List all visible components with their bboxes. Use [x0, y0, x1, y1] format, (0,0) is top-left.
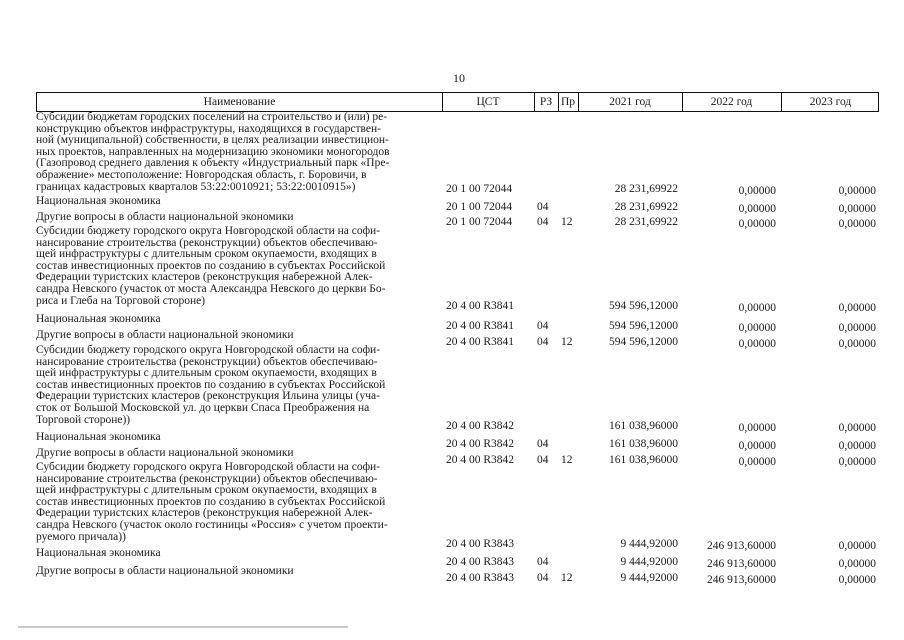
- row-name-line: нансирование строительства (реконструкции) объектов обеспечиваю-: [36, 355, 378, 368]
- row-2021: 28 231,69922: [614, 183, 678, 195]
- header-cst: ЦСТ: [476, 96, 500, 108]
- row-cst: 20 4 00 R3842: [446, 420, 515, 432]
- row-rz: 04: [537, 201, 549, 213]
- header-pr: Пр: [560, 96, 576, 108]
- row-pr: 12: [561, 454, 573, 466]
- row-name-line: Национальная экономика: [36, 547, 161, 559]
- row-cst: 20 4 00 R3841: [446, 320, 515, 332]
- row-name-line: Федерации туристских кластеров (реконструкция Ильина улицы (уча-: [36, 390, 380, 403]
- table-header: [36, 92, 879, 112]
- row-name-line: Субсидии бюджетам городских поселений на строительство и (или) ре-: [36, 111, 388, 123]
- header-2023: 2023 год: [809, 96, 852, 108]
- page-number: 10: [453, 71, 465, 85]
- row-2023: 0,00000: [838, 456, 876, 468]
- row-cst: 20 4 00 R3842: [446, 438, 515, 450]
- row-2023: 0,00000: [838, 338, 876, 350]
- row-2022: 0,00000: [738, 322, 776, 334]
- row-name-line: сток от Большой Московской ул. до церкви Спаса Преображения на: [36, 402, 370, 414]
- row-2021: 161 038,96000: [609, 438, 678, 450]
- row-2021: 28 231,69922: [614, 216, 678, 228]
- row-cst: 20 4 00 R3841: [446, 300, 515, 312]
- row-2023: 0,00000: [838, 218, 876, 230]
- row-pr: 12: [561, 216, 573, 228]
- row-rz: 04: [537, 336, 549, 348]
- header-2022: 2022 год: [710, 96, 753, 108]
- row-name-line: нансирование строительства (реконструкции) объектов обеспечиваю-: [36, 236, 378, 249]
- row-cst: 20 4 00 R3843: [446, 572, 515, 584]
- row-2022: 0,00000: [738, 440, 776, 452]
- row-name-line: состав инвестиционных проектов по созданию в субъектах Российской: [36, 495, 386, 508]
- row-name-line: Национальная экономика: [36, 313, 161, 325]
- row-name-line: щей инфраструктуры с длительным сроком окупаемости, входящих в: [36, 367, 377, 380]
- row-2022: 0,00000: [738, 338, 776, 350]
- row-cst: 20 1 00 72044: [446, 183, 513, 195]
- row-name-line: Другие вопросы в области национальной экономики: [36, 565, 294, 577]
- row-name-line: щей инфраструктуры с длительным сроком окупаемости, входящих в: [36, 248, 377, 261]
- row-name-line: нансирование строительства (реконструкции) объектов обеспечиваю-: [36, 472, 378, 485]
- row-2021: 161 038,96000: [609, 454, 678, 466]
- row-2022: 246 913,60000: [707, 574, 776, 586]
- row-2021: 161 038,96000: [609, 420, 678, 432]
- row-name-line: щей инфраструктуры с длительным сроком окупаемости, входящих в: [36, 484, 377, 497]
- row-2022: 0,00000: [738, 302, 776, 314]
- row-rz: 04: [537, 216, 549, 228]
- row-2022: 0,00000: [738, 422, 776, 434]
- row-name-line: ных проектов, направленных на модернизацию экономики моногородов: [36, 145, 390, 158]
- row-rz: 04: [537, 556, 549, 568]
- row-2021: 594 596,12000: [609, 320, 678, 332]
- row-2022: 0,00000: [738, 203, 776, 215]
- row-cst: 20 4 00 R3841: [446, 336, 515, 348]
- row-2022: 246 913,60000: [707, 540, 776, 552]
- row-2021: 594 596,12000: [609, 300, 678, 312]
- row-rz: 04: [537, 454, 549, 466]
- header-2021: 2021 год: [609, 96, 651, 108]
- row-cst: 20 1 00 72044: [446, 201, 513, 213]
- row-name-line: состав инвестиционных проектов по созданию в субъектах Российской: [36, 259, 386, 272]
- row-2023: 0,00000: [838, 302, 876, 314]
- row-name-line: ображение» местоположение: Новгородская область, г. Боровичи, в: [36, 169, 367, 181]
- header-name: Наименование: [203, 96, 276, 108]
- row-cst: 20 4 00 R3843: [446, 556, 515, 568]
- row-name-line: Другие вопросы в области национальной экономики: [36, 329, 294, 341]
- row-2022: 246 913,60000: [707, 558, 776, 570]
- row-2022: 0,00000: [738, 218, 776, 230]
- header-rz: РЗ: [539, 96, 553, 108]
- row-2021: 9 444,92000: [620, 538, 678, 550]
- row-name-line: Национальная экономика: [36, 195, 161, 207]
- row-name-line: руемого причала)): [36, 530, 126, 543]
- row-name-line: Субсидии бюджету городского округа Новгородской области на софи-: [36, 461, 381, 473]
- row-name-line: сандра Невского (участок около гостиницы «Россия» с учетом проекти-: [36, 519, 388, 531]
- scan-artifact-line: [18, 626, 348, 628]
- row-2023: 0,00000: [838, 322, 876, 334]
- row-pr: 12: [561, 336, 573, 348]
- row-2023: 0,00000: [838, 185, 876, 197]
- row-name-line: состав инвестиционных проектов по созданию в субъектах Российской: [36, 378, 386, 391]
- row-cst: 20 4 00 R3842: [446, 454, 515, 466]
- row-cst: 20 1 00 72044: [446, 216, 513, 228]
- row-2023: 0,00000: [838, 540, 876, 552]
- row-2021: 9 444,92000: [620, 572, 678, 584]
- row-2022: 0,00000: [738, 185, 776, 197]
- row-2022: 0,00000: [738, 456, 776, 468]
- row-name-line: Национальная экономика: [36, 431, 161, 443]
- row-name-line: конструкцию объектов инфраструктуры, находящихся в государствен-: [36, 122, 381, 135]
- row-rz: 04: [537, 320, 549, 332]
- row-name-line: Другие вопросы в области национальной экономики: [36, 211, 294, 223]
- row-2023: 0,00000: [838, 422, 876, 434]
- row-name-line: ной (муниципальной) собственности, в целях реализации инвестицион-: [36, 134, 389, 147]
- row-cst: 20 4 00 R3843: [446, 538, 515, 550]
- row-name-line: Субсидии бюджету городского округа Новгородской области на софи-: [36, 225, 381, 237]
- row-name-line: (Газопровод среднего давления к объекту «Индустриальный парк «Пре-: [36, 157, 390, 170]
- row-2023: 0,00000: [838, 440, 876, 452]
- row-name-line: Другие вопросы в области национальной экономики: [36, 447, 294, 459]
- row-name-line: сандра Невского (участок от моста Александра Невского до церкви Бо-: [36, 283, 386, 295]
- row-pr: 12: [561, 572, 573, 584]
- row-name-line: риса и Глеба на Торговой стороне): [36, 294, 206, 307]
- row-rz: 04: [537, 572, 549, 584]
- row-name-line: границах кадастровых кварталов 53:22:0010921; 53:22:0010915»): [36, 180, 356, 193]
- row-2021: 594 596,12000: [609, 336, 678, 348]
- row-2023: 0,00000: [838, 203, 876, 215]
- row-name-line: Федерации туристских кластеров (реконструкция набережной Алек-: [36, 507, 373, 520]
- row-2021: 9 444,92000: [620, 556, 678, 568]
- row-2023: 0,00000: [838, 558, 876, 570]
- row-name-line: Федерации туристских кластеров (реконструкция набережной Алек-: [36, 271, 373, 284]
- row-name-line: Торговой стороне)): [36, 413, 131, 426]
- row-name-line: Субсидии бюджету городского округа Новгородской области на софи-: [36, 344, 381, 356]
- row-2023: 0,00000: [838, 574, 876, 586]
- row-rz: 04: [537, 438, 549, 450]
- row-2021: 28 231,69922: [614, 201, 678, 213]
